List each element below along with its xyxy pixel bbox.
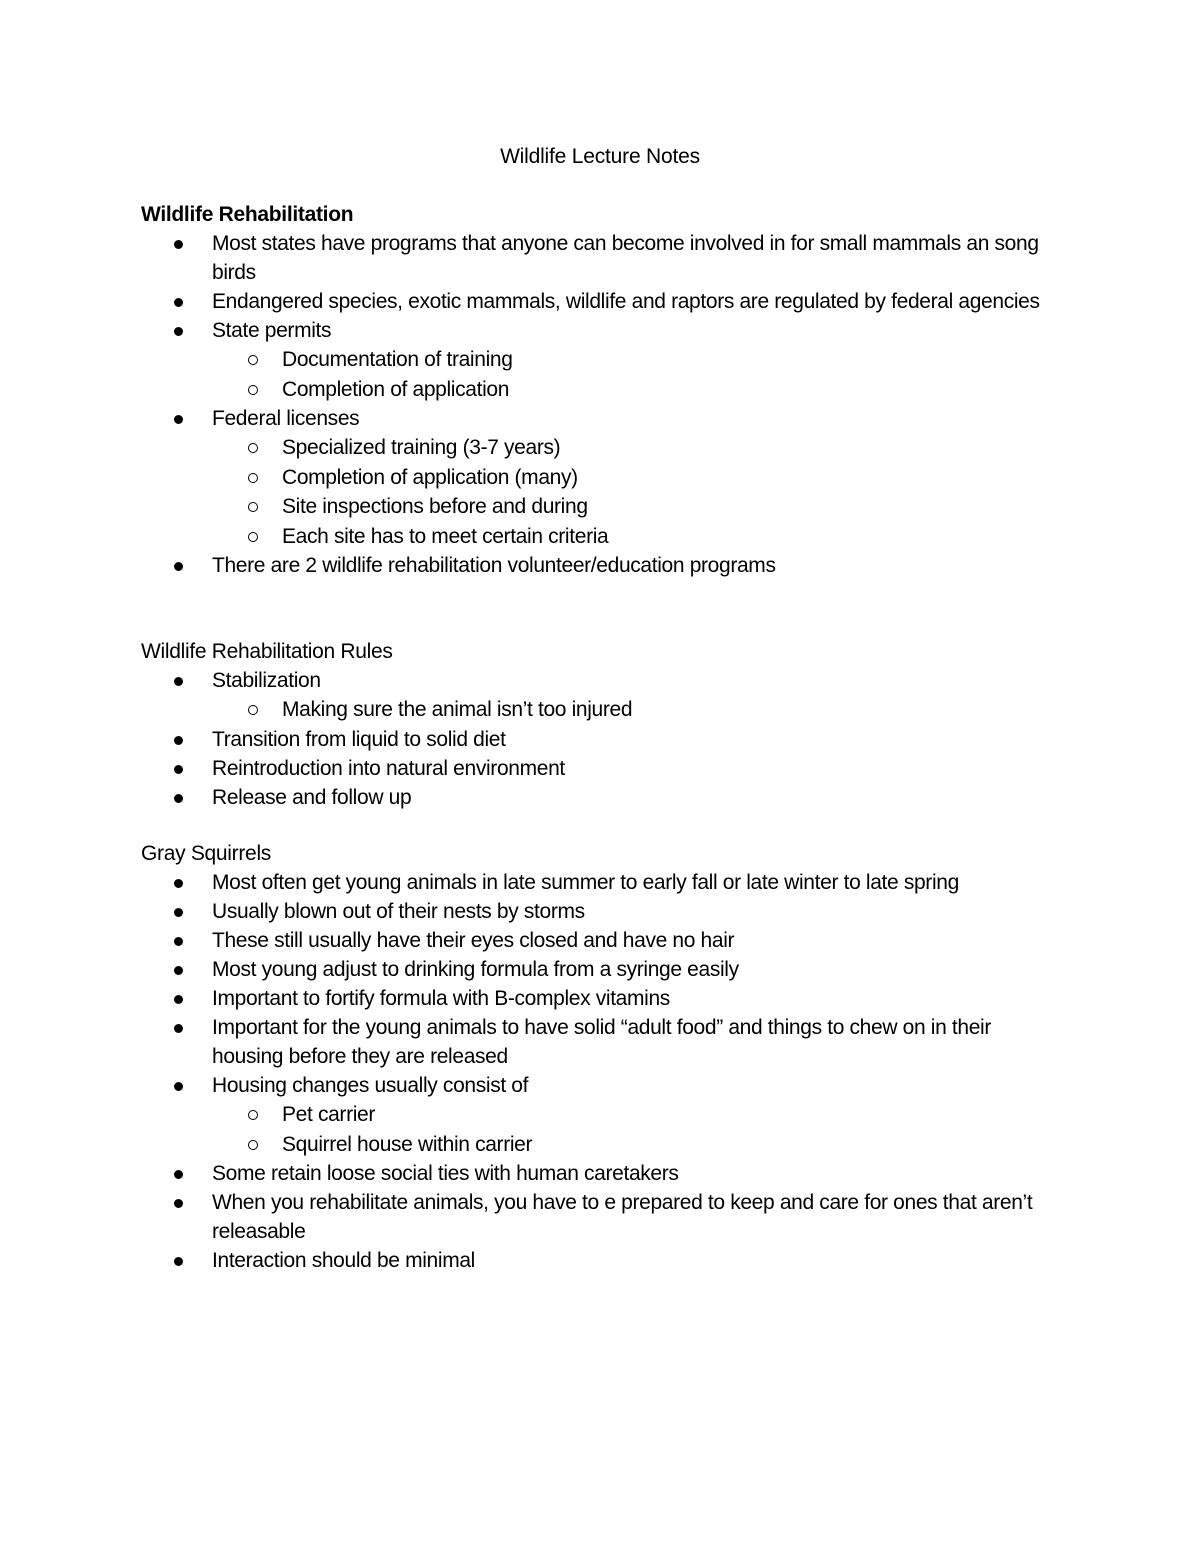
sub-list-item	[141, 695, 1041, 725]
list-item	[141, 955, 1041, 984]
section-gray-squirrels	[141, 839, 1041, 1275]
list-item-text: Most young adjust to drinking formula from a syringe easily	[212, 958, 739, 981]
bullet-list	[141, 229, 1041, 580]
bullet-icon	[174, 1170, 183, 1179]
circle-bullet-icon	[248, 1140, 258, 1150]
bullet-icon	[174, 677, 183, 686]
circle-bullet-icon	[248, 705, 258, 715]
list-item-text: Release and follow up	[212, 785, 412, 809]
sub-list	[212, 1100, 1041, 1159]
bullet-icon	[174, 937, 183, 946]
sub-list-item	[141, 1100, 1041, 1130]
list-item-text: Some retain loose social ties with human caretakers	[212, 1162, 679, 1185]
sub-list-item	[141, 492, 1041, 522]
bullet-icon	[174, 562, 183, 571]
list-item-text: There are 2 wildlife rehabilitation volunteer/education programs	[212, 554, 776, 577]
sub-list	[212, 345, 1041, 404]
sub-list-item	[141, 375, 1041, 405]
circle-bullet-icon	[248, 385, 258, 395]
circle-bullet-icon	[248, 355, 258, 365]
sub-list-item-text: Completion of application (many)	[282, 465, 578, 489]
list-item-text: Stabilization	[212, 669, 321, 692]
section-wildlife-rehabilitation	[141, 200, 1041, 580]
bullet-icon	[174, 327, 183, 336]
list-item-text: Usually blown out of their nests by storms	[212, 900, 585, 923]
sub-list-item	[141, 1130, 1041, 1160]
bullet-icon	[174, 240, 183, 249]
sub-list	[212, 433, 1041, 551]
section-wildlife-rehabilitation-rules	[141, 637, 1041, 812]
list-item	[141, 1071, 1041, 1159]
bullet-icon	[174, 966, 183, 975]
list-item	[141, 897, 1041, 926]
circle-bullet-icon	[248, 443, 258, 453]
list-item-text: Transition from liquid to solid diet	[212, 727, 506, 751]
circle-bullet-icon	[248, 532, 258, 542]
list-item	[141, 868, 1041, 897]
list-item-text: Important to fortify formula with B-complex vitamins	[212, 987, 670, 1010]
sub-list-item	[141, 433, 1041, 463]
bullet-icon	[174, 1082, 183, 1091]
list-item	[141, 551, 1041, 580]
list-item-text: Reintroduction into natural environment	[212, 756, 565, 780]
bullet-icon	[174, 1257, 183, 1266]
list-item	[141, 1013, 1041, 1071]
sub-list-item-text: Squirrel house within carrier	[282, 1132, 533, 1156]
bullet-icon	[174, 995, 183, 1004]
circle-bullet-icon	[248, 473, 258, 483]
list-item	[141, 316, 1041, 404]
bullet-list	[141, 868, 1041, 1275]
list-item-text: When you rehabilitate animals, you have to e prepared to keep and care for ones that aren’t releasable	[212, 1191, 1033, 1243]
sub-list-item-text: Each site has to meet certain criteria	[282, 524, 609, 548]
bullet-icon	[174, 1024, 183, 1033]
list-item-text: Most often get young animals in late summer to early fall or late winter to late spring	[212, 871, 959, 894]
list-item	[141, 229, 1041, 287]
list-item	[141, 783, 1041, 812]
bullet-list	[141, 666, 1041, 812]
bullet-icon	[174, 415, 183, 424]
bullet-icon	[174, 879, 183, 888]
sub-list-item	[141, 345, 1041, 375]
list-item-text: These still usually have their eyes closed and have no hair	[212, 929, 735, 952]
sub-list-item-text: Making sure the animal isn’t too injured	[282, 698, 633, 721]
list-item	[141, 926, 1041, 955]
sub-list	[212, 695, 1041, 725]
list-item-text: Endangered species, exotic mammals, wildlife and raptors are regulated by federal agencies	[212, 290, 1040, 313]
list-item	[141, 666, 1041, 725]
list-item	[141, 1159, 1041, 1188]
section-heading: Wildlife Rehabilitation Rules	[141, 640, 393, 663]
list-item-text: Most states have programs that anyone can become involved in for small mammals an song birds	[212, 232, 1039, 284]
circle-bullet-icon	[248, 502, 258, 512]
list-item-text: Interaction should be minimal	[212, 1249, 475, 1272]
list-item	[141, 404, 1041, 551]
sub-list-item-text: Documentation of training	[282, 348, 513, 371]
bullet-icon	[174, 298, 183, 307]
list-item-text: Important for the young animals to have solid “adult food” and things to chew on in their housing before they are released	[212, 1016, 991, 1068]
bullet-icon	[174, 908, 183, 917]
list-item	[141, 725, 1041, 754]
list-item	[141, 984, 1041, 1013]
bullet-icon	[174, 765, 183, 774]
list-item-text: Federal licenses	[212, 407, 360, 430]
bullet-icon	[174, 1199, 183, 1208]
bullet-icon	[174, 736, 183, 745]
section-heading: Wildlife Rehabilitation	[141, 203, 354, 226]
list-item	[141, 1246, 1041, 1275]
list-item-text: Housing changes usually consist of	[212, 1074, 529, 1097]
sub-list-item-text: Site inspections before and during	[282, 495, 588, 518]
sub-list-item-text: Completion of application	[282, 377, 510, 401]
sub-list-item-text: Specialized training (3-7 years)	[282, 436, 561, 459]
sub-list-item	[141, 522, 1041, 552]
section-heading: Gray Squirrels	[141, 842, 272, 865]
list-item-text: State permits	[212, 319, 332, 342]
sub-list-item	[141, 463, 1041, 493]
list-item	[141, 1188, 1041, 1246]
list-item	[141, 287, 1041, 316]
circle-bullet-icon	[248, 1110, 258, 1120]
sub-list-item-text: Pet carrier	[282, 1103, 376, 1126]
list-item	[141, 754, 1041, 783]
bullet-icon	[174, 794, 183, 803]
document-title: Wildlife Lecture Notes	[500, 145, 700, 168]
